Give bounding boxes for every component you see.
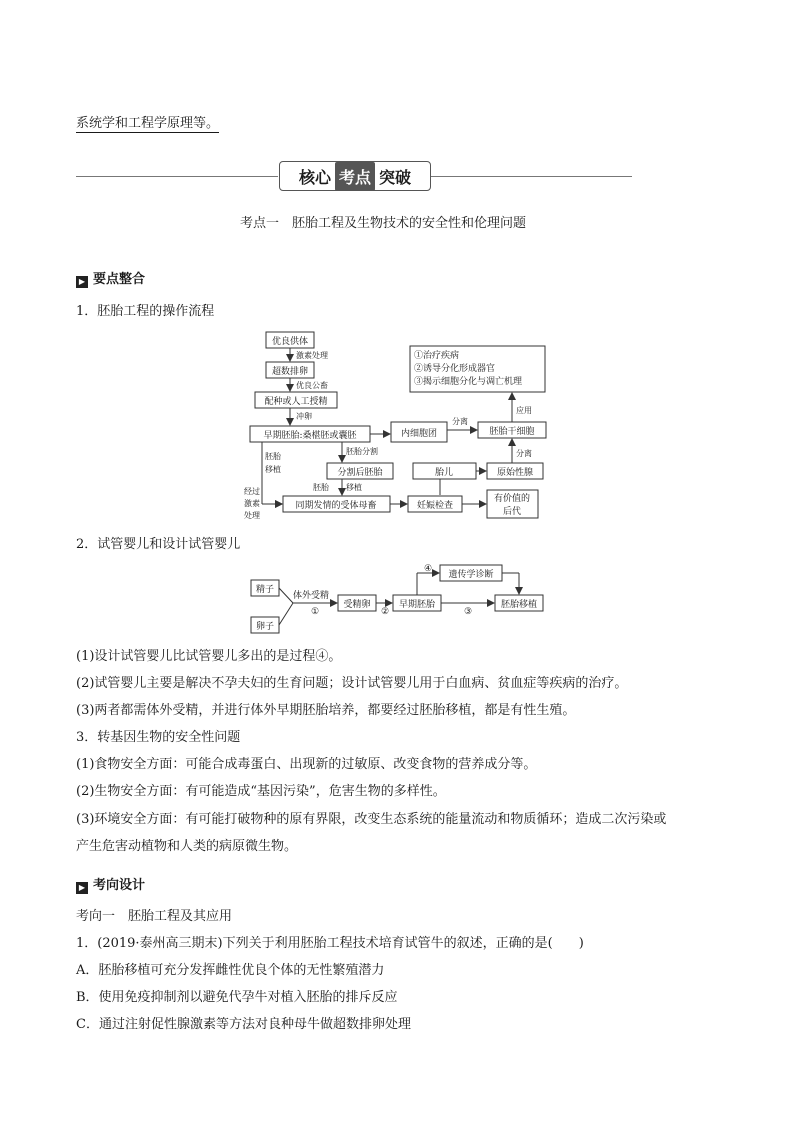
label-es-cell: 胚胎干细胞 bbox=[489, 427, 535, 437]
label-use-2: ②诱导分化形成器官 bbox=[414, 364, 496, 374]
banner-mid: 考点 bbox=[335, 162, 375, 191]
option-b: B．使用免疫抑制剂以避免代孕牛对植入胚胎的排斥反应 bbox=[76, 990, 398, 1005]
label-transfer: 移植 bbox=[346, 483, 362, 492]
point-1: (1)设计试管婴儿比试管婴儿多出的是过程④。 bbox=[76, 649, 342, 664]
topic-title: 考点一 胚胎工程及生物技术的安全性和伦理问题 bbox=[240, 216, 527, 231]
label-use-1: ①治疗疾病 bbox=[414, 351, 460, 361]
label-separate-2: 分离 bbox=[516, 449, 532, 458]
label-step-4: ④ bbox=[423, 564, 433, 574]
label-pregnancy: 妊娠检查 bbox=[416, 501, 454, 511]
label-superior-donor: 优良供体 bbox=[271, 337, 309, 347]
label-hormone-side-2: 激素 bbox=[244, 499, 260, 508]
safety-3b: 产生危害动植物和人类的病原微生物。 bbox=[76, 839, 298, 854]
label-transfer-2: 胚胎移植 bbox=[500, 600, 538, 610]
label-offspring-2: 后代 bbox=[502, 507, 522, 517]
top-line: 系统学和工程学原理等。 bbox=[76, 116, 220, 131]
label-apply: 应用 bbox=[516, 406, 532, 415]
direction-1: 考向一 胚胎工程及其应用 bbox=[76, 909, 233, 924]
embryo-engineering-flowchart bbox=[240, 328, 560, 523]
label-recipient: 同期发情的受体母畜 bbox=[295, 501, 377, 511]
safety-2: (2)生物安全方面：有可能造成“基因污染”，危害生物的多样性。 bbox=[76, 784, 446, 799]
label-mating: 配种或人工授精 bbox=[264, 397, 328, 407]
item3-title: 3．转基因生物的安全性问题 bbox=[76, 730, 241, 745]
label-embryo-split: 胚胎分割 bbox=[346, 447, 378, 456]
option-a: A．胚胎移植可充分发挥雌性优良个体的无性繁殖潜力 bbox=[76, 963, 385, 978]
safety-3a: (3)环境安全方面：有可能打破物种的原有界限，改变生态系统的能量流动和物质循环；造成二次污染或 bbox=[76, 812, 667, 827]
label-hormone-side-1: 经过 bbox=[244, 487, 260, 496]
label-zygote: 受精卵 bbox=[343, 600, 371, 610]
point-3: (3)两者都需体外受精，并进行体外早期胚胎培养，都要经过胚胎移植，都是有性生殖。 bbox=[76, 703, 576, 718]
question-1: 1．(2019·泰州高三期末)下列关于利用胚胎工程技术培育试管牛的叙述，正确的是( ) bbox=[76, 936, 584, 951]
ivf-flowchart bbox=[245, 560, 550, 638]
item1-title: 1．胚胎工程的操作流程 bbox=[76, 304, 215, 319]
label-transfer-side-2: 移植 bbox=[265, 465, 281, 474]
label-early-embryo-2: 早期胚胎 bbox=[398, 600, 436, 610]
label-fetus: 胎儿 bbox=[434, 468, 454, 478]
label-egg: 卵子 bbox=[255, 622, 275, 632]
label-use-3: ③揭示细胞分化与凋亡机理 bbox=[414, 377, 523, 387]
section-design-label: 考向设计 bbox=[93, 878, 146, 893]
label-step-1: ① bbox=[310, 607, 320, 617]
section-design bbox=[76, 874, 145, 894]
banner-left: 核心 bbox=[298, 167, 331, 187]
label-sperm: 精子 bbox=[255, 585, 275, 595]
core-banner bbox=[279, 161, 431, 191]
banner-right: 突破 bbox=[379, 167, 412, 187]
option-c: C．通过注射促性腺激素等方法对良种母牛做超数排卵处理 bbox=[76, 1017, 411, 1032]
safety-1: (1)食物安全方面：可能合成毒蛋白、出现新的过敏原、改变食物的营养成分等。 bbox=[76, 757, 537, 772]
label-embryo: 胚胎 bbox=[313, 483, 329, 492]
label-early-embryo: 早期胚胎:桑椹胚或囊胚 bbox=[263, 431, 357, 441]
play-icon: ▶ bbox=[76, 276, 88, 288]
label-superior-male: 优良公畜 bbox=[296, 381, 328, 390]
label-offspring-1: 有价值的 bbox=[493, 494, 531, 504]
label-hormone: 激素处理 bbox=[296, 351, 328, 360]
section-key-points-label: 要点整合 bbox=[93, 272, 146, 287]
label-step-2: ② bbox=[380, 607, 390, 617]
play-icon: ▶ bbox=[76, 882, 88, 894]
label-icm: 内细胞团 bbox=[400, 429, 438, 439]
label-ivf: 体外受精 bbox=[293, 591, 330, 601]
label-flush: 冲卵 bbox=[296, 412, 312, 421]
label-pgc: 原始性腺 bbox=[496, 468, 534, 478]
banner-rule-left bbox=[76, 176, 278, 177]
label-diagnosis: 遗传学诊断 bbox=[448, 570, 494, 580]
label-separate-1: 分离 bbox=[452, 417, 468, 426]
label-transfer-side-1: 胚胎 bbox=[265, 452, 281, 461]
point-2: (2)试管婴儿主要是解决不孕夫妇的生育问题；设计试管婴儿用于白血病、贫血症等疾病的治疗。 bbox=[76, 676, 628, 691]
label-superovulation: 超数排卵 bbox=[271, 367, 309, 377]
item2-title: 2．试管婴儿和设计试管婴儿 bbox=[76, 537, 241, 552]
banner-rule-right bbox=[430, 176, 632, 177]
section-key-points bbox=[76, 268, 145, 288]
label-hormone-side-3: 处理 bbox=[244, 511, 260, 520]
label-step-3: ③ bbox=[463, 607, 473, 617]
label-after-split: 分割后胚胎 bbox=[337, 468, 383, 478]
